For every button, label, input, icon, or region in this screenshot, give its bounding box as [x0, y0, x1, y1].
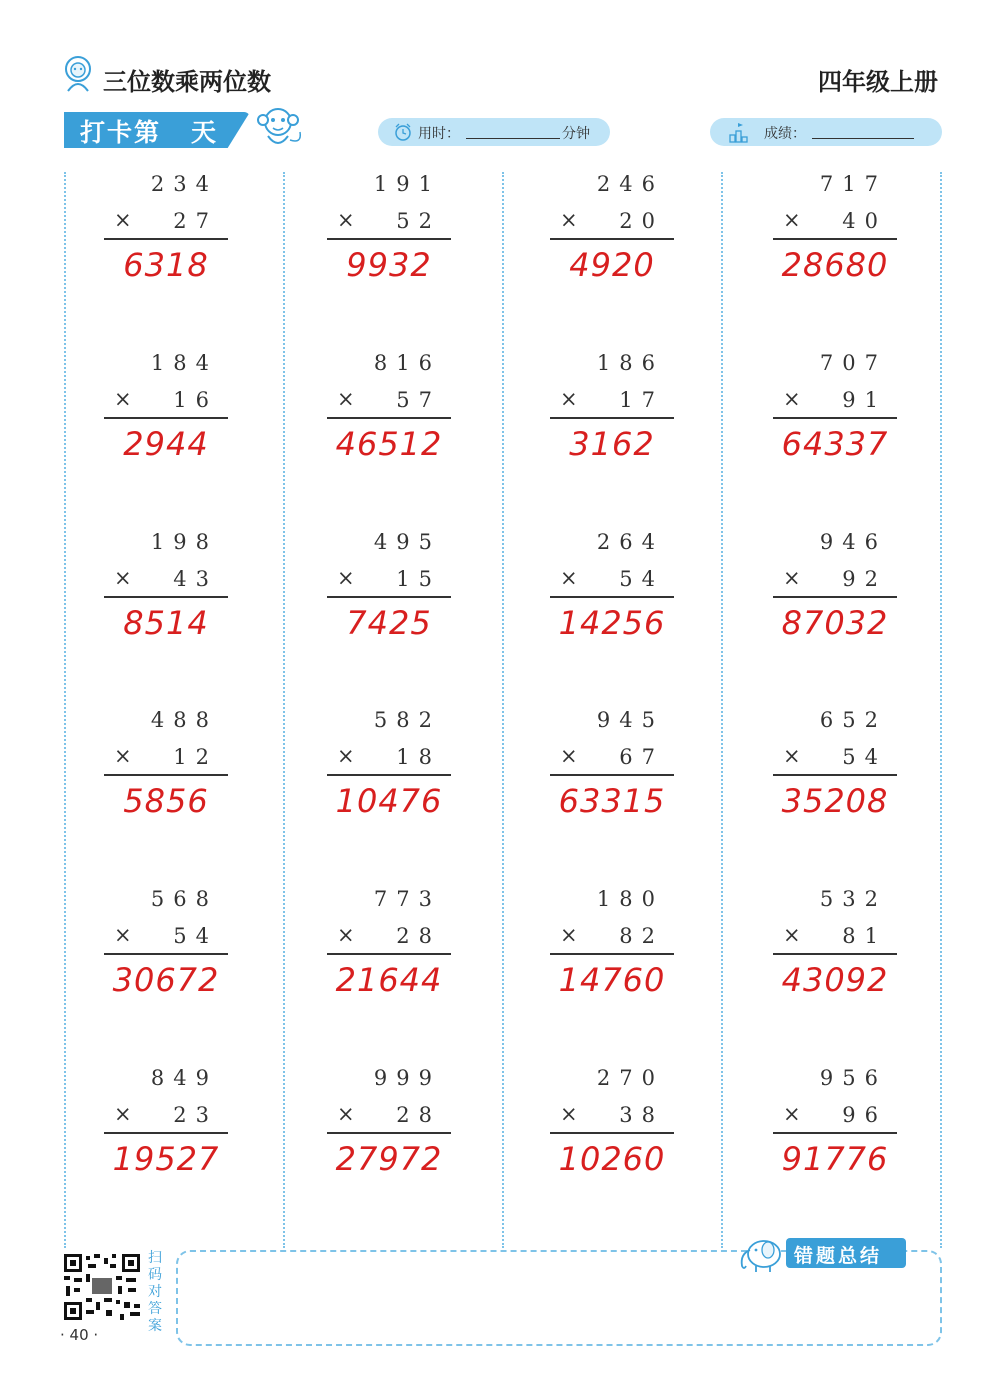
multiplicand: 198	[150, 530, 218, 554]
alarm-clock-icon	[394, 123, 412, 141]
multiplier: 57	[396, 388, 441, 412]
lion-mascot-icon	[60, 55, 96, 93]
multiplicand: 956	[819, 1066, 887, 1090]
multiplicand: 488	[150, 708, 218, 732]
scan-for-answers-text: 扫码对答案	[148, 1250, 162, 1334]
multiplicand: 191	[373, 172, 441, 196]
answer-rule	[104, 1132, 228, 1134]
column-divider	[283, 172, 285, 1248]
multiplicand: 234	[150, 172, 218, 196]
answer-rule	[550, 596, 674, 598]
answer-rule	[550, 1132, 674, 1134]
error-summary-label: 错题总结	[794, 1245, 883, 1267]
multiplicand: 246	[596, 172, 664, 196]
answer-rule	[550, 953, 674, 955]
handwritten-answer: 4920	[569, 246, 655, 284]
multiply-sign: ×	[783, 744, 801, 768]
answer-rule	[327, 238, 451, 240]
multiplication-problem	[104, 887, 228, 1017]
multiply-sign: ×	[560, 744, 578, 768]
multiplicand: 707	[819, 351, 887, 375]
punch-card-suffix: 天	[191, 118, 219, 147]
column-divider	[940, 172, 942, 1248]
multiplication-problem	[773, 708, 897, 838]
handwritten-answer: 63315	[558, 782, 666, 820]
multiplicand: 946	[819, 530, 887, 554]
handwritten-answer: 46512	[335, 425, 443, 463]
multiplier: 52	[396, 209, 441, 233]
multiplier: 38	[619, 1103, 664, 1127]
multiply-sign: ×	[114, 387, 132, 411]
multiply-sign: ×	[114, 1102, 132, 1126]
multiplicand: 999	[373, 1066, 441, 1090]
multiply-sign: ×	[337, 566, 355, 590]
qr-code-icon[interactable]	[62, 1252, 142, 1322]
page-title: 三位数乘两位数	[103, 68, 271, 96]
grade-label: 四年级上册	[818, 68, 938, 96]
multiplication-problem	[550, 530, 674, 660]
multiplier: 54	[619, 567, 664, 591]
multiplicand: 264	[596, 530, 664, 554]
answer-rule	[773, 953, 897, 955]
multiplier: 16	[173, 388, 218, 412]
handwritten-answer: 8514	[123, 604, 209, 642]
multiplication-problem	[104, 530, 228, 660]
multiplication-problem	[550, 887, 674, 1017]
multiply-sign: ×	[783, 208, 801, 232]
multiplication-problem	[104, 351, 228, 481]
time-unit: 分钟	[562, 126, 590, 142]
multiplication-problem	[550, 708, 674, 838]
answer-rule	[327, 953, 451, 955]
multiplier: 28	[396, 1103, 441, 1127]
handwritten-answer: 19527	[112, 1140, 220, 1178]
monkey-mascot-icon	[254, 102, 308, 152]
multiplication-problem	[550, 1066, 674, 1196]
multiplication-problem	[773, 1066, 897, 1196]
answer-rule	[327, 417, 451, 419]
answer-rule	[104, 596, 228, 598]
handwritten-answer: 3162	[569, 425, 655, 463]
handwritten-answer: 2944	[123, 425, 209, 463]
multiplier: 81	[842, 924, 887, 948]
multiplication-problem	[550, 172, 674, 302]
answer-rule	[327, 1132, 451, 1134]
time-blank	[466, 138, 560, 139]
multiplication-problem	[104, 1066, 228, 1196]
answer-rule	[327, 596, 451, 598]
multiplier: 54	[173, 924, 218, 948]
multiply-sign: ×	[337, 387, 355, 411]
multiplier: 96	[842, 1103, 887, 1127]
answer-rule	[550, 774, 674, 776]
handwritten-answer: 64337	[781, 425, 889, 463]
answer-rule	[773, 1132, 897, 1134]
multiplication-problem	[773, 351, 897, 481]
multiply-sign: ×	[783, 923, 801, 947]
column-divider	[721, 172, 723, 1248]
multiply-sign: ×	[560, 208, 578, 232]
handwritten-answer: 30672	[112, 961, 220, 999]
multiplicand: 582	[373, 708, 441, 732]
handwritten-answer: 35208	[781, 782, 889, 820]
multiply-sign: ×	[560, 1102, 578, 1126]
multiplier: 17	[619, 388, 664, 412]
multiplicand: 816	[373, 351, 441, 375]
multiplicand: 773	[373, 887, 441, 911]
answer-rule	[773, 417, 897, 419]
punch-card-prefix: 打卡第	[80, 118, 162, 147]
multiply-sign: ×	[114, 208, 132, 232]
multiplication-problem	[773, 172, 897, 302]
handwritten-answer: 91776	[781, 1140, 889, 1178]
answer-rule	[327, 774, 451, 776]
multiply-sign: ×	[783, 566, 801, 590]
handwritten-answer: 14256	[558, 604, 666, 642]
answer-rule	[773, 596, 897, 598]
multiplicand: 849	[150, 1066, 218, 1090]
multiplication-problem	[773, 887, 897, 1017]
multiplication-problem	[104, 172, 228, 302]
answer-rule	[550, 238, 674, 240]
handwritten-answer: 10260	[558, 1140, 666, 1178]
elephant-icon	[734, 1232, 786, 1274]
multiplicand: 652	[819, 708, 887, 732]
column-divider	[64, 172, 66, 1248]
multiplicand: 717	[819, 172, 887, 196]
multiply-sign: ×	[114, 566, 132, 590]
multiply-sign: ×	[560, 387, 578, 411]
handwritten-answer: 5856	[123, 782, 209, 820]
score-field	[710, 118, 942, 146]
multiply-sign: ×	[114, 923, 132, 947]
multiplication-problem	[327, 887, 451, 1017]
multiplicand: 495	[373, 530, 441, 554]
multiplier: 12	[173, 745, 218, 769]
multiplier: 15	[396, 567, 441, 591]
multiplier: 91	[842, 388, 887, 412]
handwritten-answer: 43092	[781, 961, 889, 999]
time-label: 用时：	[418, 126, 460, 142]
multiply-sign: ×	[337, 744, 355, 768]
multiplier: 28	[396, 924, 441, 948]
multiplier: 20	[619, 209, 664, 233]
handwritten-answer: 21644	[335, 961, 443, 999]
handwritten-answer: 10476	[335, 782, 443, 820]
answer-rule	[550, 417, 674, 419]
answer-rule	[104, 238, 228, 240]
multiplicand: 184	[150, 351, 218, 375]
multiplicand: 180	[596, 887, 664, 911]
punch-card-text	[80, 113, 218, 149]
handwritten-answer: 9932	[346, 246, 432, 284]
multiply-sign: ×	[114, 744, 132, 768]
multiplier: 27	[173, 209, 218, 233]
multiplier: 18	[396, 745, 441, 769]
multiply-sign: ×	[337, 208, 355, 232]
multiplicand: 568	[150, 887, 218, 911]
multiplication-problem	[773, 530, 897, 660]
handwritten-answer: 27972	[335, 1140, 443, 1178]
time-field	[378, 118, 610, 146]
multiplier: 67	[619, 745, 664, 769]
multiplier: 23	[173, 1103, 218, 1127]
answer-rule	[104, 774, 228, 776]
multiplication-problem	[550, 351, 674, 481]
multiplication-problem	[327, 351, 451, 481]
answer-rule	[104, 953, 228, 955]
multiplication-problem	[327, 172, 451, 302]
handwritten-answer: 6318	[123, 246, 209, 284]
multiplication-problem	[327, 1066, 451, 1196]
page-number: · 40 ·	[60, 1326, 99, 1344]
multiply-sign: ×	[783, 387, 801, 411]
multiplication-problem	[104, 708, 228, 838]
multiplier: 82	[619, 924, 664, 948]
multiplier: 40	[842, 209, 887, 233]
multiply-sign: ×	[337, 923, 355, 947]
handwritten-answer: 28680	[781, 246, 889, 284]
multiplicand: 186	[596, 351, 664, 375]
handwritten-answer: 7425	[346, 604, 432, 642]
score-blank	[812, 138, 914, 139]
multiplier: 92	[842, 567, 887, 591]
multiplication-problem	[327, 530, 451, 660]
podium-icon	[728, 121, 750, 143]
column-divider	[502, 172, 504, 1248]
multiply-sign: ×	[783, 1102, 801, 1126]
multiplicand: 532	[819, 887, 887, 911]
multiply-sign: ×	[337, 1102, 355, 1126]
multiply-sign: ×	[560, 566, 578, 590]
multiplicand: 270	[596, 1066, 664, 1090]
answer-rule	[773, 238, 897, 240]
handwritten-answer: 87032	[781, 604, 889, 642]
score-label: 成绩：	[764, 126, 806, 142]
multiplication-problem	[327, 708, 451, 838]
handwritten-answer: 14760	[558, 961, 666, 999]
multiplicand: 945	[596, 708, 664, 732]
multiplier: 54	[842, 745, 887, 769]
answer-rule	[104, 417, 228, 419]
multiply-sign: ×	[560, 923, 578, 947]
multiplier: 43	[173, 567, 218, 591]
answer-rule	[773, 774, 897, 776]
